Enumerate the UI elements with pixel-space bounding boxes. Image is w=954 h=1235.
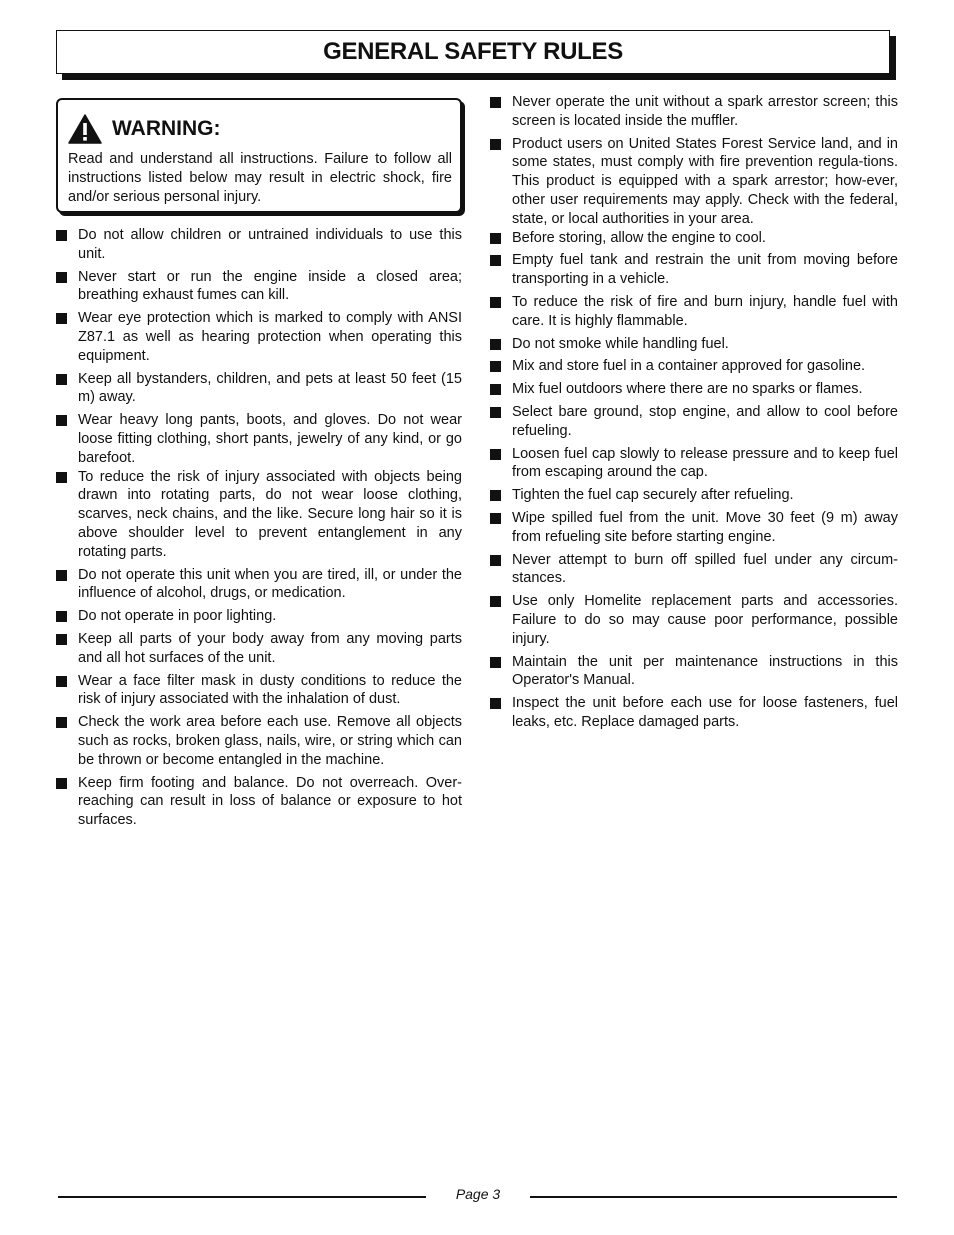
list-item: Maintain the unit per maintenance instructions in this Operator's Manual. <box>490 653 898 691</box>
list-item: Select bare ground, stop engine, and allow to cool before refueling. <box>490 403 898 441</box>
list-item: Never operate the unit without a spark arrestor screen; this screen is located inside the muffler. <box>490 93 898 131</box>
list-item: Wear heavy long pants, boots, and gloves. Do not wear loose fitting clothing, short pants, jewelry of any kind, or go barefoot. <box>56 411 462 467</box>
list-item: Wear a face filter mask in dusty conditions to reduce the risk of injury associated with the inhalation of dust. <box>56 672 462 710</box>
right-rules-list <box>490 93 898 732</box>
list-item: Tighten the fuel cap securely after refueling. <box>490 486 898 505</box>
warning-triangle-icon <box>68 114 102 144</box>
list-item: Inspect the unit before each use for loose fasteners, fuel leaks, etc. Replace damaged parts. <box>490 694 898 732</box>
list-item: Keep firm footing and balance. Do not overreach. Over-reaching can result in loss of balance or exposure to hot surfaces. <box>56 774 462 830</box>
list-item: Use only Homelite replacement parts and accessories. Failure to do so may cause poor performance, possible injury. <box>490 592 898 648</box>
list-item: Product users on United States Forest Service land, and in some states, must comply with fire prevention regula-tions. This product is equipped with a spark arrestor; how-ever, other user requirements may apply. Check with the federal, state, or local authorities in your area. <box>490 135 898 229</box>
warning-header <box>68 114 221 144</box>
list-item: To reduce the risk of fire and burn injury, handle fuel with care. It is highly flammable. <box>490 293 898 331</box>
list-item: Keep all parts of your body away from any moving parts and all hot surfaces of the unit. <box>56 630 462 668</box>
warning-text: Read and understand all instructions. Failure to follow all instructions listed below may result in electric shock, fire and/or serious personal injury. <box>68 151 452 205</box>
warning-title: WARNING: <box>112 117 221 140</box>
list-item: Do not operate in poor lighting. <box>56 607 462 626</box>
list-item: Before storing, allow the engine to cool. <box>490 229 898 248</box>
page-title: GENERAL SAFETY RULES <box>323 38 623 65</box>
list-item: Loosen fuel cap slowly to release pressure and to keep fuel from escaping around the cap. <box>490 445 898 483</box>
left-rules-list <box>56 226 462 830</box>
list-item: Empty fuel tank and restrain the unit from moving before transporting in a vehicle. <box>490 251 898 289</box>
list-item: To reduce the risk of injury associated with objects being drawn into rotating parts, do not wear loose clothing, scarves, neck chains, and the like. Secure long hair so it is above shoulder level to prevent entanglement in any rotating parts. <box>56 468 462 562</box>
list-item: Never start or run the engine inside a closed area; breathing exhaust fumes can kill. <box>56 268 462 306</box>
list-item: Wear eye protection which is marked to comply with ANSI Z87.1 as well as hearing protection when operating this equipment. <box>56 309 462 365</box>
list-item: Check the work area before each use. Remove all objects such as rocks, broken glass, nails, wire, or string which can be thrown or become entangled in the machine. <box>56 713 462 769</box>
list-item: Mix fuel outdoors where there are no sparks or flames. <box>490 380 898 399</box>
list-item: Never attempt to burn off spilled fuel under any circum-stances. <box>490 551 898 589</box>
page-header <box>56 30 890 74</box>
footer-rule-right <box>530 1196 897 1198</box>
list-item: Wipe spilled fuel from the unit. Move 30 feet (9 m) away from refueling site before starting engine. <box>490 509 898 547</box>
footer-rule-left <box>58 1196 426 1198</box>
warning-box <box>56 98 462 213</box>
list-item: Keep all bystanders, children, and pets at least 50 feet (15 m) away. <box>56 370 462 408</box>
list-item: Do not smoke while handling fuel. <box>490 335 898 354</box>
list-item: Do not operate this unit when you are tired, ill, or under the influence of alcohol, drugs, or medication. <box>56 566 462 604</box>
page-number: Page 3 <box>455 1186 501 1202</box>
list-item: Mix and store fuel in a container approved for gasoline. <box>490 357 898 376</box>
list-item: Do not allow children or untrained individuals to use this unit. <box>56 226 462 264</box>
